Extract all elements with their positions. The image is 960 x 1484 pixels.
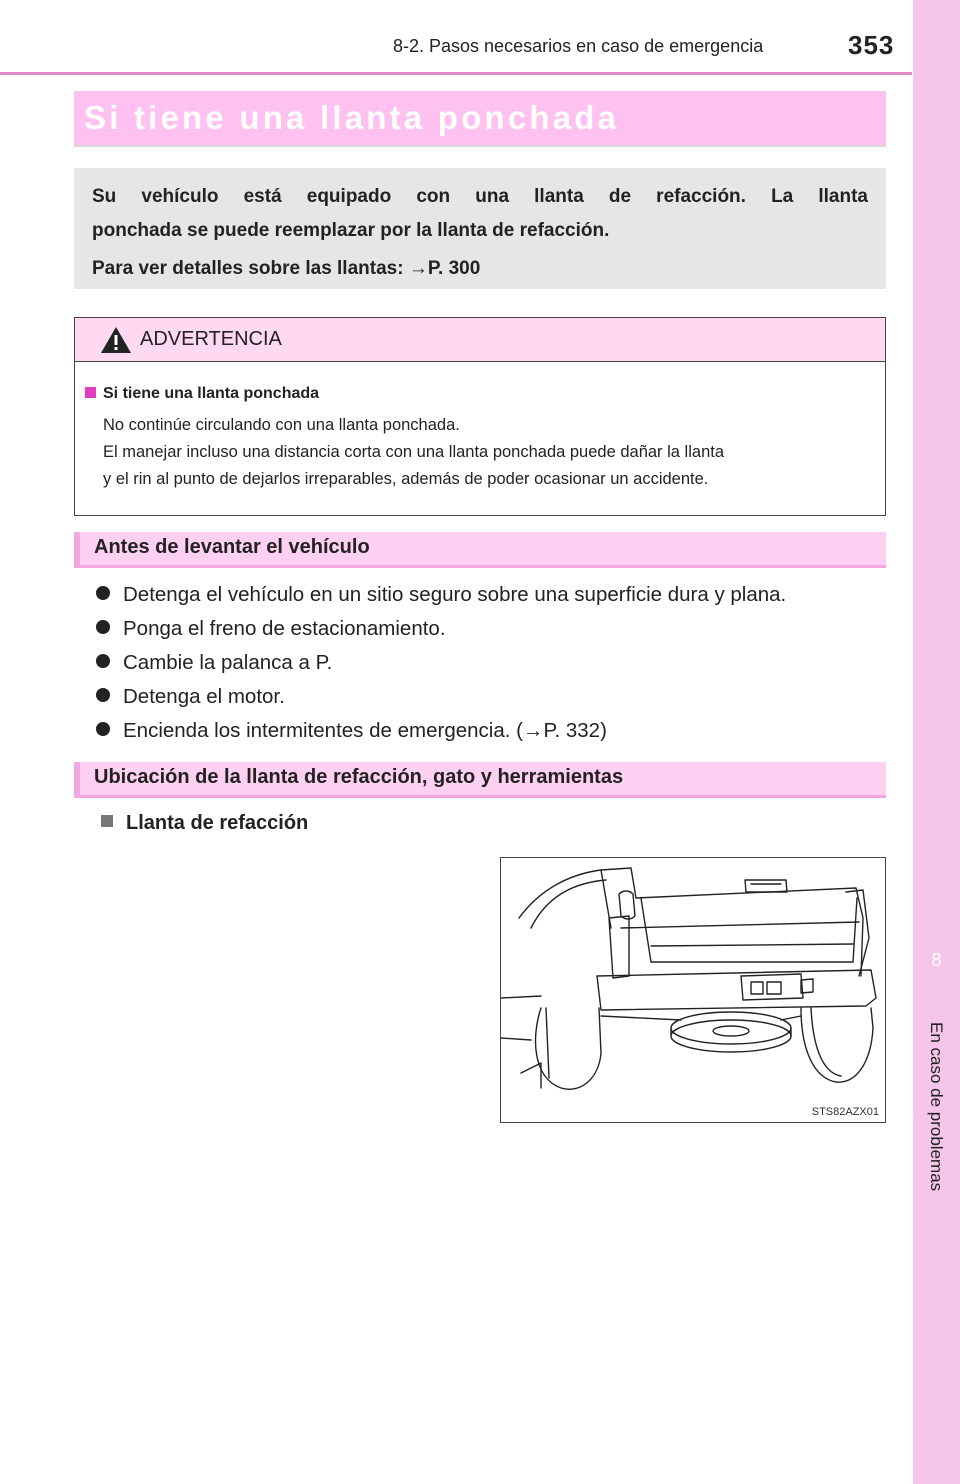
section-heading-text: Ubicación de la llanta de refacción, gato y herramientas [94,766,624,788]
warning-title: ADVERTENCIA [140,328,282,350]
bullet-dot-icon [96,654,110,668]
warning-box [74,317,886,516]
bullet-dot-icon [96,722,110,736]
section-heading-before-lifting [74,532,886,568]
intro-line-1: Su vehículo está equipado con una llanta de refacción. La llanta [92,186,868,207]
figure-code: STS82AZX01 [811,1106,879,1118]
warning-line-2: El manejar incluso una distancia corta con una llanta ponchada puede dañar la llanta [103,443,725,461]
page-title: Si tiene una llanta ponchada [84,99,620,136]
warning-line-3: y el rin al punto de dejarlos irreparables, además de poder ocasionar un accidente. [103,470,709,488]
warning-triangle-icon [100,326,132,354]
square-bullet-icon [85,387,96,398]
list-item: Detenga el vehículo en un sitio seguro sobre una superficie dura y plana. [96,578,786,612]
square-bullet-icon [101,815,113,827]
bullet-dot-icon [96,688,110,702]
spare-tire-illustration [500,857,886,1123]
warning-header [75,318,885,362]
header-rule [0,72,912,75]
steps-list [96,578,786,748]
bullet-dot-icon [96,620,110,634]
warning-line-1: No continúe circulando con una llanta ponchada. [103,416,460,434]
section-heading-spare-location [74,762,886,798]
header-section: 8-2. Pasos necesarios en caso de emergencia [393,36,764,56]
warning-subtitle-text: Si tiene una llanta ponchada [103,385,320,402]
list-item: Ponga el freno de estacionamiento. [96,612,786,646]
side-tab-number: 8 [931,950,942,970]
intro-page-link[interactable]: Para ver detalles sobre las llantas: →P. 300 [92,258,481,279]
list-item: Cambie la palanca a P. [96,646,786,680]
bullet-dot-icon [96,586,110,600]
subheading-spare-tire [101,812,308,835]
page-number: 353 [848,30,895,60]
subheading-text: Llanta de refacción [126,812,309,834]
intro-line-2: ponchada se puede reemplazar por la llanta de refacción. [92,220,610,241]
warning-body [103,412,873,493]
side-tab-label: En caso de problemas [927,1022,946,1192]
intro-box [74,168,886,289]
list-item: Encienda los intermitentes de emergencia. (→P. 332) [96,714,786,748]
title-band [74,91,886,147]
truck-rear-drawing [501,858,885,1122]
side-tab [913,0,960,1484]
list-item: Detenga el motor. [96,680,786,714]
warning-subtitle [85,385,319,403]
section-heading-text: Antes de levantar el vehículo [94,536,370,558]
